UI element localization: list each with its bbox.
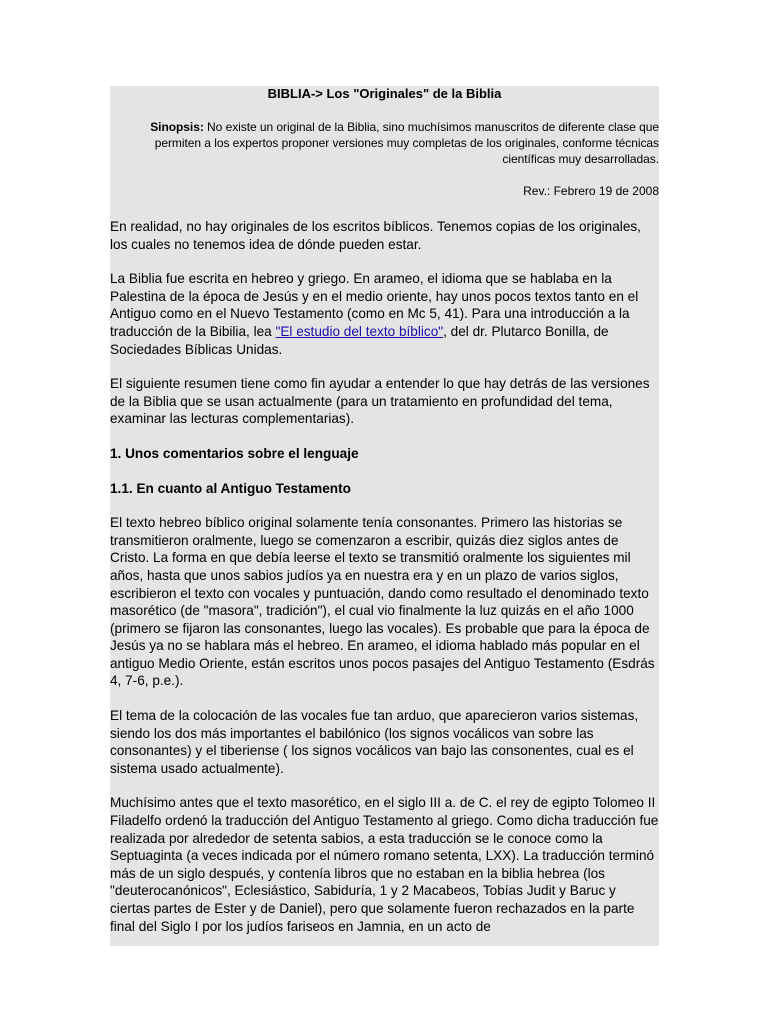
hebrew-text-paragraph: El texto hebreo bíblico original solamente tenía consonantes. Primero las historias se transmitieron oralmente, luego se comenzaron a escribir, quizás diez siglos antes de Cristo. La forma en que debía leerse el texto se transmitió oralmente los siguientes mil años, hasta que unos sabios judíos ya en nuestra era y en un plazo de varios siglos, escribieron el texto con vocales y puntuación, dando como resultado el denominado texto masorético (de "masora", tradición"), el cual vio finalmente la luz quizás en el año 1000 (primero se fijaron las consonantes, luego las vocales). Es probable que para la época de Jesús ya no se hablara más el hebreo. En arameo, el idioma hablado más popular en el antiguo Medio Oriente, están escritos unos pocos pasajes del Antiguo Testamento (Esdrás 4, 7-6, p.e.). xyxy=(110,515,655,689)
synopsis-text: No existe un original de la Biblia, sino muchísimos manuscritos de diferente clase que permiten a los expertos proponer versiones muy completas de los originales, conforme técnicas científicas muy desarrolladas. xyxy=(154,120,659,166)
document-area[interactable] xyxy=(110,86,659,946)
section-1-heading: 1. Unos comentarios sobre el lenguaje xyxy=(110,445,359,461)
synopsis xyxy=(110,119,659,167)
document-content xyxy=(110,86,659,935)
document-title: BIBLIA-> Los "Originales" de la Biblia xyxy=(267,86,502,101)
section-1-1-heading: 1.1. En cuanto al Antiguo Testamento xyxy=(110,480,351,496)
septuagint-paragraph: Muchísimo antes que el texto masorético, en el siglo III a. de C. el rey de egipto Tolomeo II Filadelfo ordenó la traducción del Antiguo Testamento al griego. Como dicha traducción fue realizada por alrededor de setenta sabios, a esta traducción se le conoce como la Septuaginta (a veces indicada por el número romano setenta, LXX). La traducción terminó más de un siglo después, y contenía libros que no estaban en la biblia hebrea (los "deuterocanónicos", Eclesiástico, Sabiduría, 1 y 2 Macabeos, Tobías Judit y Baruc y ciertas partes de Ester y de Daniel), pero que solamente fueron rechazados en la parte final del Siglo I por los judíos fariseos en Jamnia, en un acto de xyxy=(110,795,659,934)
languages-text-after-link: , del dr. Plutarco Bonilla, de Sociedades Bíblicas Unidas. xyxy=(110,323,609,357)
synopsis-label: Sinopsis: xyxy=(150,120,204,134)
summary-paragraph: El siguiente resumen tiene como fin ayudar a entender lo que hay detrás de las versiones de la Biblia que se usan actualmente (para un tratamiento en profundidad del tema, examinar las lecturas complementarias). xyxy=(110,376,650,427)
study-biblical-text-link[interactable]: "El estudio del texto bíblico" xyxy=(275,323,444,339)
intro-paragraph: En realidad, no hay originales de los escritos bíblicos. Tenemos copias de los originales, los cuales no tenemos idea de dónde pueden estar. xyxy=(110,219,641,252)
languages-paragraph xyxy=(110,270,659,358)
vowels-paragraph: El tema de la colocación de las vocales fue tan arduo, que aparecieron varios sistemas, siendo los dos más importantes el babilónico (los signos vocálicos van sobre las consonantes) y el tiberiense ( los signos vocálicos van bajo las consonentes, cual es el sistema usado actualmente). xyxy=(110,708,639,776)
revision-date: Rev.: Febrero 19 de 2008 xyxy=(523,184,659,198)
languages-text-before-link: La Biblia fue escrita en hebreo y griego. En arameo, el idioma que se hablaba en la Palestina de la época de Jesús y en el medio oriente, hay unos pocos textos tanto en el Antiguo como en el Nuevo Testamento (como en Mc 5, 41). Para una introducción a la traducción de la Bibilia, lea xyxy=(110,271,639,339)
